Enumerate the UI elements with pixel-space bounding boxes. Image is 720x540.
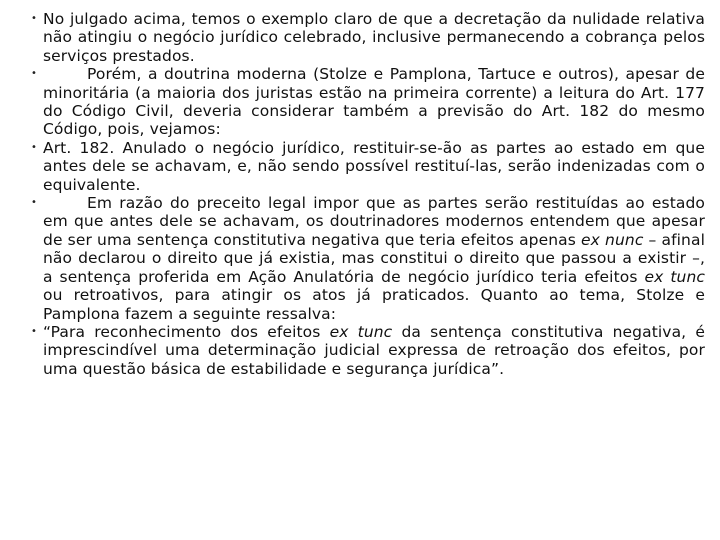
text-segment: No julgado acima, temos o exemplo claro de que a decretação da nulidade relativa não atingiu o negócio jurídico celebrado, inclusive permanecendo a cobrança pelos serviços prestados.: [43, 10, 705, 65]
bullet-dot-icon: •: [31, 13, 37, 24]
text-segment: – afinal não declarou o direito que já existia, mas constitui o direito que passou a existir –, a sentença proferida em Ação Anulatória de negócio jurídico teria efeitos: [43, 230, 705, 286]
paragraph-text: [43, 139, 705, 194]
bullet-list: [0, 10, 720, 378]
paragraph-text: [43, 194, 705, 322]
text-segment: ou retroativos, para atingir os atos já praticados. Quanto ao tema, Stolze e Pamplona fazem a seguinte ressalva:: [43, 286, 705, 323]
text-segment: Em razão do preceito legal impor que as partes serão restituídas ao estado em que antes dele se achavam, os doutrinadores modernos entendem que apesar de ser uma sentença constitutiva negativa que teria efeitos apenas: [43, 194, 705, 249]
paragraph-text: [43, 65, 705, 138]
bullet-dot-icon: •: [31, 68, 37, 80]
italic-term: ex nunc: [581, 230, 644, 249]
bullet-dot-icon: •: [31, 141, 37, 153]
bullet-item: [0, 10, 720, 65]
text-segment: “Para reconhecimento dos efeitos: [43, 322, 330, 341]
text-segment: da sentença constitutiva negativa, é imprescindível uma determinação judicial expressa de retroação dos efeitos, por uma questão básica de estabilidade e segurança jurídica”.: [43, 322, 705, 378]
bullet-item: [0, 194, 720, 323]
paragraph-text: [43, 323, 705, 378]
bullet-item: [0, 323, 720, 378]
bullet-item: [0, 65, 720, 139]
italic-term: ex tunc: [644, 267, 706, 286]
italic-term: ex tunc: [329, 322, 393, 341]
bullet-dot-icon: •: [31, 325, 37, 337]
bullet-dot-icon: •: [31, 197, 37, 209]
bullet-item: [0, 139, 720, 194]
text-segment: Art. 182. Anulado o negócio jurídico, restituir-se-ão as partes ao estado em que antes dele se achavam, e, não sendo possível restituí-las, serão indenizadas com o equivalente.: [43, 138, 705, 194]
paragraph-text: [43, 10, 705, 65]
text-segment: Porém, a doutrina moderna (Stolze e Pamplona, Tartuce e outros), apesar de minoritária (a maioria dos juristas estão na primeira corrente) a leitura do Art. 177 do Código Civil, deveria considerar também a previsão do Art. 182 do mesmo Código, pois, vejamos:: [43, 65, 705, 139]
